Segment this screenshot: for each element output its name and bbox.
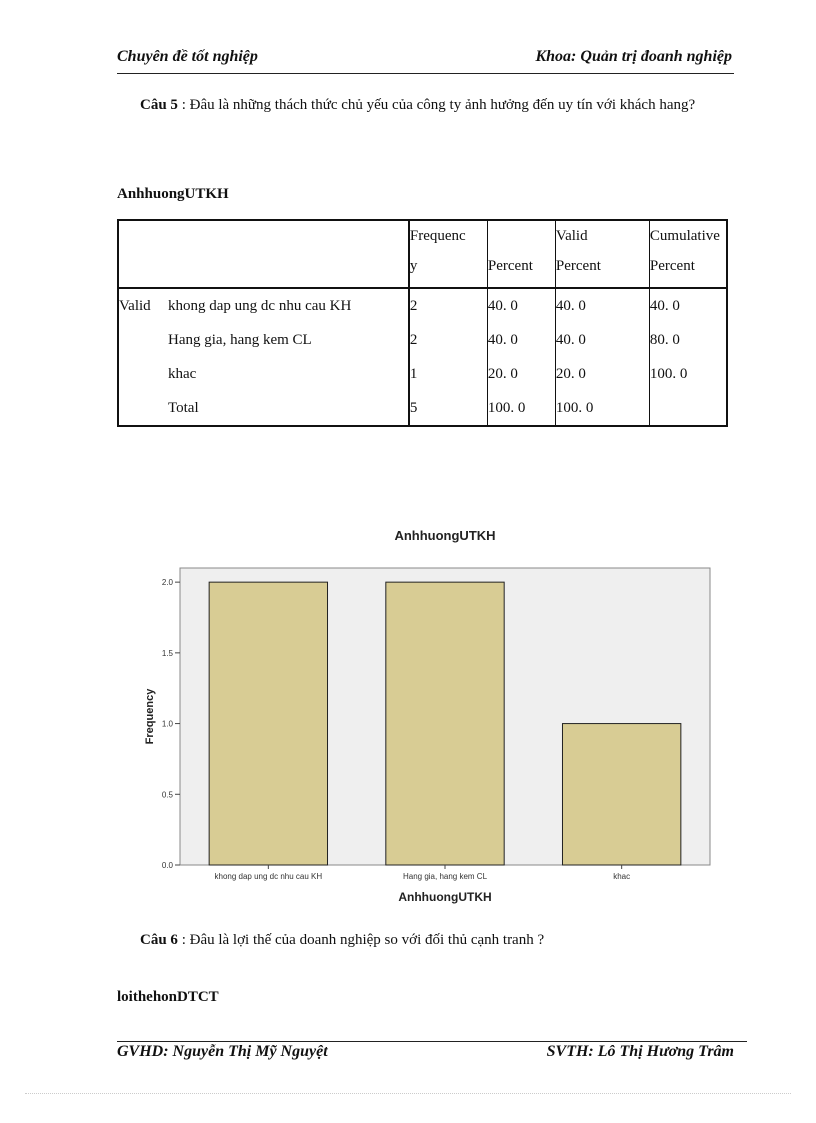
header-divider: [117, 73, 734, 74]
footer-divider: [117, 1041, 747, 1042]
row-group-blank: [118, 323, 168, 357]
row-label: khong dap ung dc nhu cau KH: [168, 298, 352, 314]
question-5-label: Câu 5: [140, 97, 178, 113]
header-frequency: [409, 220, 488, 288]
row-label: Total: [168, 400, 199, 416]
row-group-blank: [118, 391, 168, 426]
question-6: [140, 925, 740, 955]
cell-frequency: 2: [409, 288, 488, 323]
cell-cumulative-percent: 40. 0: [649, 288, 727, 323]
row-label: Hang gia, hang kem CL: [168, 332, 312, 348]
header-cumulative-percent: [649, 220, 727, 288]
cell-percent: 40. 0: [487, 323, 555, 357]
cell-valid-percent: 40. 0: [555, 288, 649, 323]
x-tick-label: khac: [613, 872, 631, 881]
question-6-label: Câu 6: [140, 932, 178, 948]
cell-cumulative-percent: [649, 391, 727, 426]
cell-frequency: 5: [409, 391, 488, 426]
cell-percent: 20. 0: [487, 357, 555, 391]
row-group-label: Valid: [119, 298, 151, 314]
question-5-text: : Đâu là những thách thức chủ yếu của công ty ảnh hưởng đến uy tín với khách hang?: [177, 97, 696, 113]
bar-chart: [135, 520, 725, 910]
bar: [386, 582, 504, 865]
table-row: [118, 357, 727, 391]
y-tick-label: 1.0: [161, 719, 173, 729]
table-row: [118, 288, 727, 323]
y-tick-label: 0.5: [161, 790, 173, 800]
question-5: [140, 90, 737, 120]
footer-student: SVTH: Lô Thị Hương Trâm: [546, 1043, 734, 1060]
header-cumulative-line1: Cumulative: [649, 228, 720, 244]
row-group-blank: [118, 357, 168, 391]
cell-percent: 100. 0: [487, 391, 555, 426]
table-row: [118, 391, 727, 426]
cell-valid-percent: 40. 0: [555, 323, 649, 357]
y-tick-label: 0.0: [161, 861, 173, 870]
table-row: [118, 323, 727, 357]
page-edge-divider: [25, 1093, 791, 1094]
x-tick-label: khong dap ung dc nhu cau KH: [214, 872, 323, 881]
row-label: khac: [168, 366, 197, 382]
cell-frequency: 1: [409, 357, 488, 391]
table-header-row: [118, 220, 727, 288]
header-valid-line1: Valid: [555, 228, 588, 244]
header-chapter-title: Chuyên đề tốt nghiệp: [117, 48, 258, 65]
cell-frequency: 2: [409, 323, 488, 357]
header-percent: [487, 220, 555, 288]
frequency-table: [117, 219, 728, 427]
header-cumulative-line2: Percent: [649, 258, 695, 274]
question-6-text: : Đâu là lợi thế của doanh nghiệp so với đối thủ cạnh tranh ?: [177, 932, 545, 948]
footer-supervisor: GVHD: Nguyễn Thị Mỹ Nguyệt: [117, 1043, 328, 1060]
header-faculty: Khoa: Quản trị đoanh nghiệp: [535, 48, 732, 65]
table-header-blank: [118, 220, 409, 288]
cell-valid-percent: 100. 0: [555, 391, 649, 426]
header-valid-line2: Percent: [555, 258, 601, 274]
cell-percent: 40. 0: [487, 288, 555, 323]
header-frequency-line2: y: [409, 258, 418, 274]
cell-valid-percent: 20. 0: [555, 357, 649, 391]
bar: [562, 724, 680, 865]
chart-title: AnhhuongUTKH: [394, 528, 496, 543]
frequency-table-title: AnhhuongUTKH: [117, 186, 229, 202]
y-tick-label: 2.0: [161, 578, 173, 588]
bar: [209, 582, 327, 865]
header-percent-label: Percent: [487, 258, 533, 274]
next-table-title: loithehonDTCT: [117, 989, 219, 1005]
header-valid-percent: [555, 220, 649, 288]
cell-cumulative-percent: 80. 0: [649, 323, 727, 357]
y-axis-label: Frequency: [144, 688, 156, 745]
x-tick-label: Hang gia, hang kem CL: [402, 872, 488, 881]
x-axis-label: AnhhuongUTKH: [398, 890, 492, 904]
y-tick-label: 1.5: [161, 648, 173, 658]
cell-cumulative-percent: 100. 0: [649, 357, 727, 391]
header-frequency-line1: Frequenc: [409, 228, 466, 244]
